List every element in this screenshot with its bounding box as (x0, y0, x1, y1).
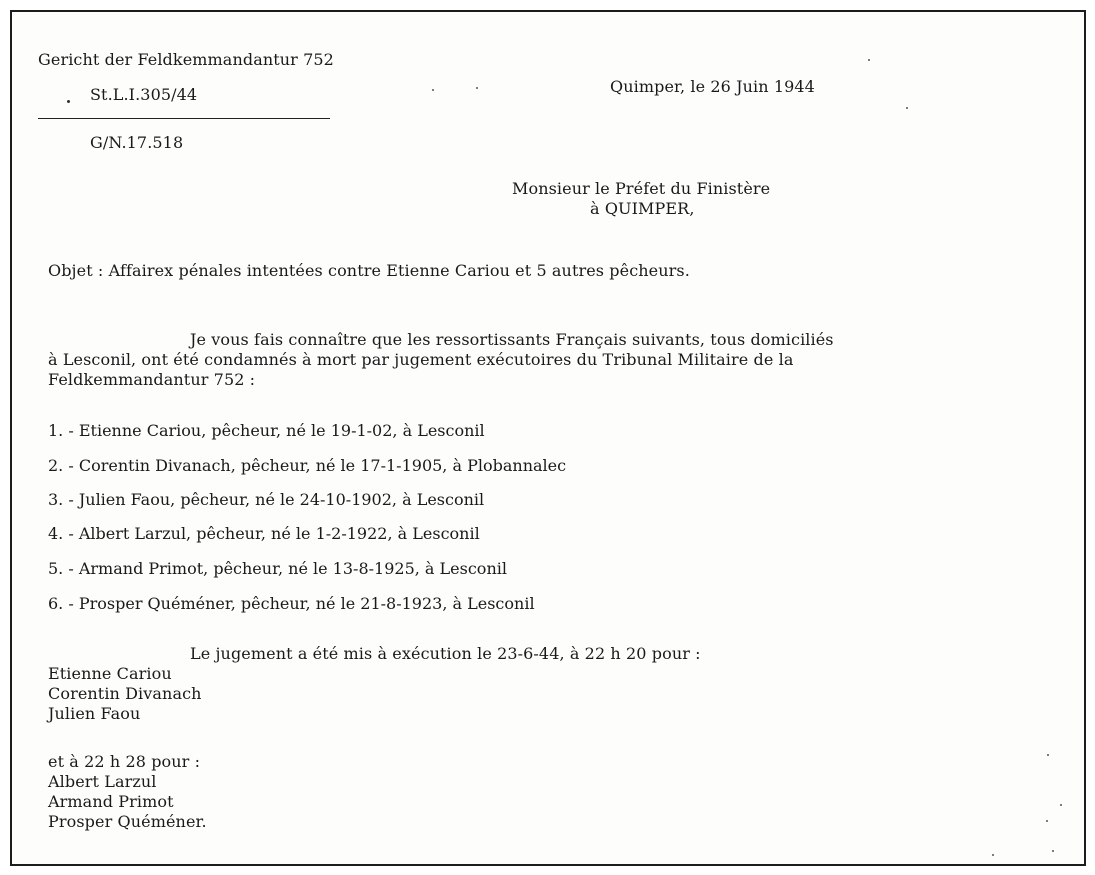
scan-speck (1060, 804, 1062, 806)
execution-intro-1: Le jugement a été mis à exécution le 23-6-44, à 22 h 20 pour : (190, 644, 701, 663)
scan-speck (868, 59, 870, 61)
executed-name: Albert Larzul (48, 772, 157, 791)
scan-speck (67, 100, 70, 103)
list-item: 4. - Albert Larzul, pêcheur, né le 1-2-1922, à Lesconil (48, 524, 480, 543)
list-item: 1. - Etienne Cariou, pêcheur, né le 19-1-02, à Lesconil (48, 421, 485, 440)
scan-speck (992, 854, 994, 856)
list-item: 2. - Corentin Divanach, pêcheur, né le 17-1-1905, à Plobannalec (48, 456, 567, 475)
court-name: Gericht der Feldkemmandantur 752 (38, 50, 334, 69)
scan-speck (1047, 754, 1049, 756)
file-number: G/N.17.518 (90, 133, 184, 152)
scan-speck (476, 87, 478, 89)
recipient-line-1: Monsieur le Préfet du Finistère (512, 179, 771, 198)
executed-name: Corentin Divanach (48, 684, 202, 703)
list-item: 6. - Prosper Quéméner, pêcheur, né le 21-8-1923, à Lesconil (48, 594, 535, 613)
scan-speck (432, 89, 434, 91)
executed-name: Etienne Cariou (48, 664, 172, 683)
document-page (10, 10, 1086, 866)
recipient-line-2: à QUIMPER, (590, 199, 695, 218)
subject-line: Objet : Affairex pénales intentées contre Etienne Cariou et 5 autres pêcheurs. (48, 261, 690, 280)
executed-name: Armand Primot (48, 792, 174, 811)
list-item: 5. - Armand Primot, pêcheur, né le 13-8-1925, à Lesconil (48, 559, 507, 578)
place-date: Quimper, le 26 Juin 1944 (610, 77, 815, 96)
scan-speck (1052, 850, 1054, 852)
header-rule (38, 118, 330, 119)
intro-line-3: Feldkemmandantur 752 : (48, 370, 256, 389)
scan-speck (1046, 820, 1048, 822)
intro-line-2: à Lesconil, ont été condamnés à mort par jugement exécutoires du Tribunal Militaire de la (48, 350, 794, 369)
executed-name: Prosper Quéméner. (48, 812, 207, 831)
executed-name: Julien Faou (48, 704, 141, 723)
scan-speck (906, 107, 908, 109)
execution-intro-2: et à 22 h 28 pour : (48, 752, 201, 771)
intro-line-1: Je vous fais connaître que les ressortissants Français suivants, tous domiciliés (190, 330, 834, 349)
reference-number: St.L.I.305/44 (90, 85, 198, 104)
list-item: 3. - Julien Faou, pêcheur, né le 24-10-1902, à Lesconil (48, 490, 485, 509)
